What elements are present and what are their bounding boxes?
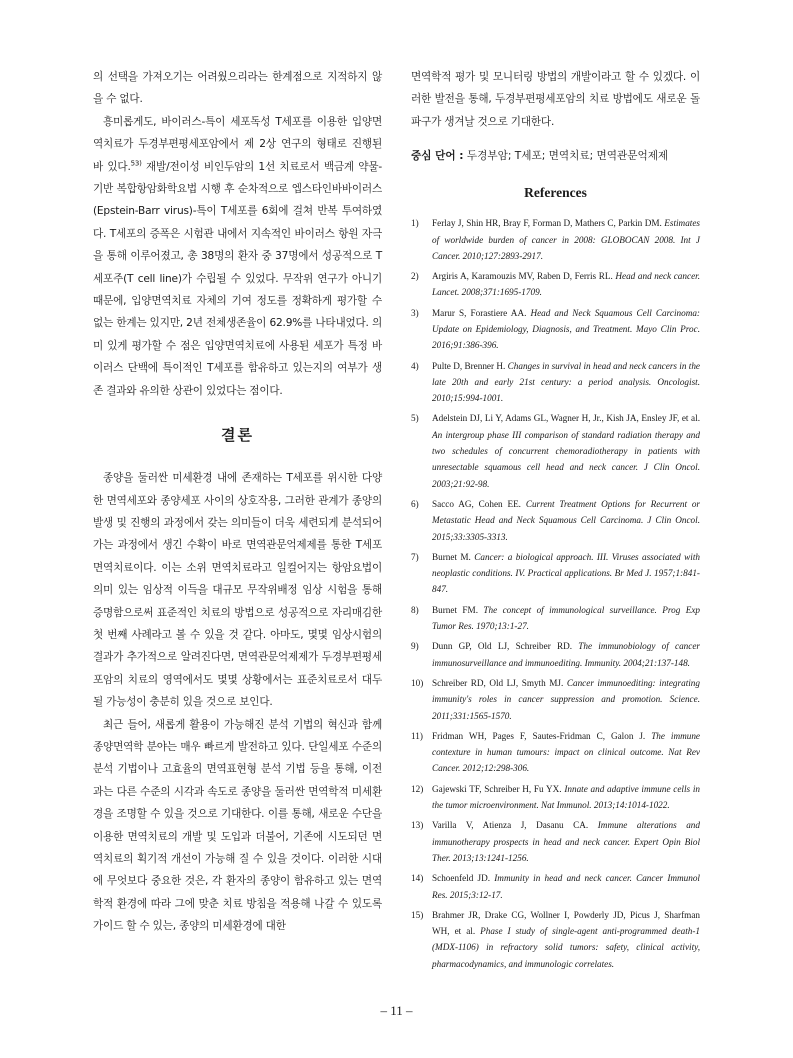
reference-number: 2) bbox=[411, 271, 419, 282]
reference-authors: Sacco AG, Cohen EE. bbox=[432, 498, 526, 509]
reference-title: Phase I study of single-agent anti-programmed death-1 (MDX-1106) in refractory solid tumors: safety, clinical activity, pharmacodynamics, and immunologic correlates. bbox=[432, 926, 700, 969]
reference-number: 15) bbox=[411, 909, 424, 920]
reference-authors: Argiris A, Karamouzis MV, Raben D, Ferris RL. bbox=[432, 271, 616, 282]
reference-authors: Dunn GP, Old LJ, Schreiber RD. bbox=[432, 641, 579, 652]
reference-authors: Brahmer JR, Drake CG, Wollner I, Powderly JD, Picus J, Sharfman WH, et al. bbox=[432, 909, 700, 937]
paragraph-text: 흥미롭게도, 바이러스-특이 세포독성 T세포를 이용한 입양면역치료가 두경부편평세포암에서 제 2상 연구의 형태로 진행된 바 있다. bbox=[93, 115, 382, 173]
reference-authors: Fridman WH, Pages F, Sautes-Fridman C, Galon J. bbox=[432, 730, 652, 741]
reference-number: 12) bbox=[411, 783, 424, 794]
reference-item bbox=[411, 602, 700, 635]
reference-authors: Burnet FM. bbox=[432, 604, 484, 615]
reference-number: 8) bbox=[411, 604, 419, 615]
reference-number: 6) bbox=[411, 498, 419, 509]
body-paragraph bbox=[93, 111, 382, 402]
reference-item bbox=[411, 728, 700, 777]
reference-item bbox=[411, 410, 700, 491]
body-paragraph: 종양을 둘러싼 미세환경 내에 존재하는 T세포를 위시한 다양한 면역세포와 종양세포 사이의 상호작용, 그러한 관계가 종양의 발생 및 진행의 과정에서 갖는 의미들이 더욱 세련되게 분석되어 가는 과정에서 생긴 수확이 바로 면역관문억제제를 통한 T세포 면역치료이다. 이는 소위 면역치료라고 일컬어지는 항암요법이 의미 있는 임상적 이득을 대규모 무작위배정 임상 시험을 통해 증명함으로써 표준적인 치료의 방법으로 성공적으로 자리매김한 첫 번째 사례라고 볼 수 있을 것 같다. 아마도, 몇몇 임상시험의 결과가 추가적으로 알려진다면, 면역관문억제제가 두경부편평세포암의 치료의 영역에서도 몇몇 상황에서는 표준치료로서 대두될 가능성이 충분히 있을 것으로 보인다. bbox=[93, 472, 382, 709]
reference-authors: Ferlay J, Shin HR, Bray F, Forman D, Mathers C, Parkin DM. bbox=[432, 218, 665, 229]
reference-title: Changes in survival in head and neck cancers in the late 20th and early 21st century: a period analysis. Oncologist. 2010;15:994-1001. bbox=[432, 360, 700, 404]
reference-authors: Adelstein DJ, Li Y, Adams GL, Wagner H, Jr., Kish JA, Ensley JF, et al. bbox=[432, 413, 700, 424]
reference-authors: Gajewski TF, Schreiber H, Fu YX. bbox=[432, 783, 565, 794]
reference-item bbox=[411, 305, 700, 354]
reference-item bbox=[411, 870, 700, 903]
reference-title: Immunity in head and neck cancer. Cancer Immunol Res. 2015;3:12-17. bbox=[432, 873, 700, 900]
reference-item bbox=[411, 268, 700, 301]
reference-item bbox=[411, 215, 700, 264]
reference-number: 13) bbox=[411, 820, 424, 831]
reference-title: The immunobiology of cancer immunosurveillance and immunoediting. Immunity. 2004;21:137-148. bbox=[432, 641, 700, 668]
reference-authors: Marur S, Forastiere AA. bbox=[432, 307, 531, 318]
reference-title: Innate and adaptive immune cells in the tumor microenvironment. Nat Immunol. 2013;14:1014-1022. bbox=[432, 783, 700, 811]
section-heading-conclusion: 결론 bbox=[221, 426, 254, 445]
reference-authors: Pulte D, Brenner H. bbox=[432, 360, 508, 371]
reference-title: Cancer: a biological approach. III. Viruses associated with neoplastic conditions. IV. Practical applications. Br Med J. 1957;1:841-847. bbox=[432, 551, 700, 595]
reference-title: Head and Neck Squamous Cell Carcinoma: Update on Epidemiology, Diagnosis, and Treatment. Mayo Clin Proc. 2016;91:386-396. bbox=[432, 307, 700, 351]
reference-title: An intergroup phase III comparison of standard radiation therapy and two schedules of concurrent chemoradiotherapy in patients with unresectable squamous cell head and neck cancer. J Clin Oncol. 2003;21:92-98. bbox=[432, 429, 700, 489]
page-number: – 11 – bbox=[380, 1003, 413, 1018]
reference-authors: Schoenfeld JD. bbox=[432, 873, 495, 884]
reference-authors: Varilla V, Atienza J, Dasanu CA. bbox=[432, 820, 598, 831]
reference-item bbox=[411, 907, 700, 972]
reference-authors: Schreiber RD, Old LJ, Smyth MJ. bbox=[432, 677, 567, 688]
reference-item bbox=[411, 781, 700, 814]
reference-title: Head and neck cancer. Lancet. 2008;371:1695-1709. bbox=[432, 271, 700, 298]
keywords bbox=[411, 147, 700, 165]
keywords-text: 두경부암; T세포; 면역치료; 면역관문억제제 bbox=[463, 150, 669, 163]
left-column bbox=[93, 66, 382, 938]
reference-title: Cancer immunoediting: integrating immunity's roles in cancer suppression and promotion. Science. 2011;331:1565-1570. bbox=[432, 677, 700, 721]
reference-number: 5) bbox=[411, 413, 419, 424]
reference-number: 10) bbox=[411, 677, 424, 688]
reference-item bbox=[411, 358, 700, 407]
reference-item bbox=[411, 638, 700, 671]
reference-title: Current Treatment Options for Recurrent or Metastatic Head and Neck Squamous Cell Carcinoma. J Clin Oncol. 2015;33:3305-3313. bbox=[432, 498, 700, 542]
reference-title: Estimates of worldwide burden of cancer in 2008: GLOBOCAN 2008. Int J Cancer. 2010;127:2893-2917. bbox=[432, 218, 700, 261]
reference-number: 7) bbox=[411, 551, 419, 562]
reference-title: The concept of immunological surveillance. Prog Exp Tumor Res. 1970;13:1-27. bbox=[432, 604, 700, 632]
reference-number: 9) bbox=[411, 641, 419, 652]
reference-number: 14) bbox=[411, 873, 424, 884]
reference-list bbox=[411, 215, 700, 972]
reference-item bbox=[411, 496, 700, 545]
reference-number: 3) bbox=[411, 307, 419, 318]
reference-number: 1) bbox=[411, 218, 419, 229]
reference-item bbox=[411, 675, 700, 724]
reference-title: The immune contexture in human tumours: impact on clinical outcome. Nat Rev Cancer. 2012;12:298-306. bbox=[432, 730, 701, 774]
reference-item bbox=[411, 549, 700, 598]
right-column bbox=[411, 66, 700, 976]
reference-item bbox=[411, 817, 700, 866]
citation-superscript: 53) bbox=[130, 159, 142, 168]
body-paragraph: 면역학적 평가 및 모니터링 방법의 개발이라고 할 수 있겠다. 이러한 발전을 통해, 두경부편평세포암의 치료 방법에도 새로운 돌파구가 생겨날 것으로 기대한다. bbox=[411, 71, 700, 128]
keywords-label: 중심 단어 : bbox=[411, 150, 464, 163]
body-paragraph: 의 선택을 가져오기는 어려웠으리라는 한계점으로 지적하지 않을 수 없다. bbox=[93, 71, 382, 106]
references-heading: References bbox=[524, 185, 587, 201]
paragraph-text: 재발/전이성 비인두암의 1선 치료로서 백금계 약물-기반 복합항암화학요법 시행 후 순차적으로 엡스타인바바이러스(Epstein-Barr virus)-특이 T세포를 6회에 걸쳐 반복 투여하였다. T세포의 증폭은 시험관 내에서 지속적인 바이러스 항원 자극을 통해 이루어졌고, 총 38명의 환자 중 37명에서 성공적으로 T세포주(T cell line)가 수립될 수 있었다. 무작위 연구가 아니기 때문에, 입양면역치료 자체의 기여 정도를 정확하게 평가할 수 없는 한계는 있지만, 2년 전체생존율이 62.9%를 나타내었다. 의미 있게 평가할 수 점은 입양면역치료에 사용된 세포가 특정 바이러스 단백에 특이적인 T세포를 함유하고 있는지의 여부가 생존 결과와 유의한 상관이 있었다는 점이다. bbox=[93, 160, 382, 397]
reference-number: 11) bbox=[411, 730, 423, 741]
reference-authors: Burnet M. bbox=[432, 551, 475, 562]
reference-title: Immune alterations and immunotherapy prospects in head and neck cancer. Expert Opin Biol Ther. 2013;13:1241-1256. bbox=[432, 820, 700, 863]
body-paragraph: 최근 들어, 새롭게 활용이 가능해진 분석 기법의 혁신과 함께 종양면역학 분야는 매우 빠르게 발전하고 있다. 단일세포 수준의 분석 기법이나 고효율의 면역표현형 분석 기법 등을 통해, 이전과는 다른 수준의 시각과 속도로 종양을 둘러싼 면역학적 미세환경을 조명할 수 있을 것으로 기대한다. 이를 통해, 새로운 수단을 이용한 면역치료의 개발 및 도입과 더불어, 기존에 시도되던 면역치료의 획기적 개선이 가능해 질 수 있을 것이다. 이러한 시대에 무엇보다 중요한 것은, 각 환자의 종양이 함유하고 있는 면역학적 환경에 따라 그에 맞춘 치료 방침을 적용해 나갈 수 있도록 가이드 할 수 있는, 종양의 미세환경에 대한 bbox=[93, 718, 382, 933]
reference-number: 4) bbox=[411, 360, 419, 371]
